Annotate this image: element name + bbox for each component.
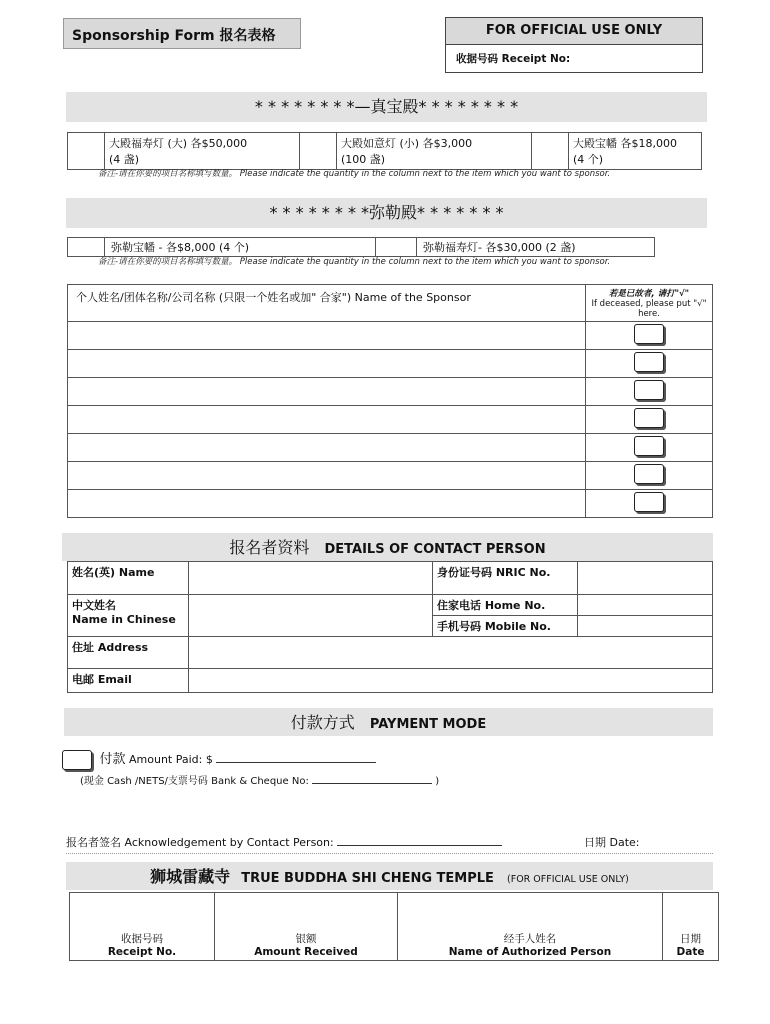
home-no-field[interactable] bbox=[578, 595, 713, 616]
hall2-title-bar bbox=[66, 198, 707, 228]
amount-paid-cn: 付款 bbox=[99, 752, 126, 767]
payment-title-bar bbox=[64, 708, 713, 736]
temple-title-cn: 狮城雷藏寺 bbox=[150, 867, 231, 886]
form-title: Sponsorship Form 报名表格 bbox=[72, 28, 276, 44]
official-use-box bbox=[445, 17, 703, 73]
hall1-items-table bbox=[67, 132, 702, 170]
sponsor-name-field[interactable] bbox=[68, 434, 586, 462]
email-field[interactable] bbox=[189, 669, 713, 693]
nric-label: 身份证号码 NRIC No. bbox=[433, 562, 578, 595]
deceased-checkbox[interactable] bbox=[634, 380, 664, 400]
hall2-qty-cell[interactable] bbox=[68, 238, 105, 257]
hall2-item: 弥勒宝幡 - 各$8,000 (4 个) bbox=[105, 238, 376, 257]
amount-paid-row bbox=[62, 748, 462, 770]
hall2-items-table bbox=[67, 237, 655, 257]
payment-title-cn: 付款方式 bbox=[290, 713, 355, 732]
deceased-header: 若是已故者, 请打"√" If deceased, please put "√" here. bbox=[586, 285, 713, 322]
signature-field[interactable] bbox=[337, 845, 502, 846]
sponsor-name-field[interactable] bbox=[68, 462, 586, 490]
home-no-label: 住家电话 Home No. bbox=[433, 595, 578, 616]
sponsor-name-field[interactable] bbox=[68, 490, 586, 518]
contact-title-cn: 报名者资料 bbox=[229, 538, 310, 557]
bank-row bbox=[80, 772, 540, 787]
mobile-no-label: 手机号码 Mobile No. bbox=[433, 616, 578, 637]
official-receipt-col: 收据号码 Receipt No. bbox=[70, 893, 215, 961]
sponsor-name-header: 个人姓名/团体名称/公司名称 (只限一个姓名或加" 合家") Name of the Sponsor bbox=[68, 285, 586, 322]
receipt-no-label: 收据号码 Receipt No: bbox=[456, 53, 571, 65]
chinese-name-label: 中文姓名 Name in Chinese bbox=[68, 595, 189, 637]
hall2-item: 弥勒福寿灯- 各$30,000 (2 盏) bbox=[417, 238, 655, 257]
hall1-qty-cell[interactable] bbox=[300, 133, 337, 170]
email-label: 电邮 Email bbox=[68, 669, 189, 693]
hall1-note: 备注-请在你要的项目名称填写数量。 Please indicate the quantity in the column next to the item which you want to sponsor. bbox=[98, 169, 611, 179]
name-field[interactable] bbox=[189, 562, 433, 595]
sponsor-name-field[interactable] bbox=[68, 406, 586, 434]
contact-title-en: DETAILS OF CONTACT PERSON bbox=[324, 542, 546, 557]
hall1-qty-cell[interactable] bbox=[532, 133, 569, 170]
amount-paid-checkbox[interactable] bbox=[62, 750, 92, 770]
deceased-checkbox[interactable] bbox=[634, 464, 664, 484]
hall1-item: 大殿如意灯 (小) 各$3,000 (100 盏) bbox=[337, 133, 532, 170]
hall2-note: 备注-请在你要的项目名称填写数量。 Please indicate the quantity in the column next to the item which you want to sponsor. bbox=[98, 257, 611, 267]
name-label: 姓名(英) Name bbox=[68, 562, 189, 595]
temple-official-table bbox=[69, 892, 719, 961]
sponsor-table bbox=[67, 284, 713, 518]
temple-title-en: TRUE BUDDHA SHI CHENG TEMPLE bbox=[241, 871, 494, 886]
amount-paid-field[interactable] bbox=[216, 762, 376, 763]
acknowledgement-row bbox=[66, 834, 666, 850]
sponsor-name-field[interactable] bbox=[68, 350, 586, 378]
temple-official-note: (FOR OFFICIAL USE ONLY) bbox=[507, 874, 629, 885]
ack-date-label: 日期 Date: bbox=[584, 836, 640, 849]
hall1-item: 大殿福寿灯 (大) 各$50,000 (4 盏) bbox=[105, 133, 300, 170]
amount-paid-label: Amount Paid: $ bbox=[129, 753, 213, 766]
chinese-name-field[interactable] bbox=[189, 595, 433, 637]
deceased-checkbox[interactable] bbox=[634, 352, 664, 372]
official-use-title: FOR OFFICIAL USE ONLY bbox=[446, 18, 702, 45]
hall2-qty-cell[interactable] bbox=[376, 238, 417, 257]
temple-title-bar bbox=[66, 862, 713, 890]
official-date-col: 日期 Date bbox=[663, 893, 719, 961]
sponsor-name-field[interactable] bbox=[68, 322, 586, 350]
form-title-box bbox=[63, 18, 301, 49]
bank-cheque-field[interactable] bbox=[312, 783, 432, 784]
address-field[interactable] bbox=[189, 637, 713, 669]
payment-title-en: PAYMENT MODE bbox=[369, 717, 487, 732]
deceased-checkbox[interactable] bbox=[634, 492, 664, 512]
nric-field[interactable] bbox=[578, 562, 713, 595]
bank-close-paren: ) bbox=[435, 776, 440, 787]
deceased-checkbox[interactable] bbox=[634, 408, 664, 428]
contact-title-bar bbox=[62, 533, 713, 561]
mobile-no-field[interactable] bbox=[578, 616, 713, 637]
sponsor-name-field[interactable] bbox=[68, 378, 586, 406]
bank-label: (现金 Cash /NETS/支票号码 Bank & Cheque No: bbox=[80, 776, 309, 787]
hall2-title: * * * * * * * *弥勒殿* * * * * * * bbox=[269, 203, 504, 222]
official-amount-col: 银额 Amount Received bbox=[215, 893, 398, 961]
address-label: 住址 Address bbox=[68, 637, 189, 669]
deceased-checkbox[interactable] bbox=[634, 436, 664, 456]
hall1-title-bar bbox=[66, 92, 707, 122]
hall1-title: * * * * * * * *—真宝殿* * * * * * * * bbox=[254, 97, 519, 116]
hall1-item: 大殿宝幡 各$18,000 (4 个) bbox=[569, 133, 702, 170]
divider bbox=[66, 853, 713, 854]
deceased-checkbox[interactable] bbox=[634, 324, 664, 344]
contact-table bbox=[67, 561, 713, 693]
official-authorized-col: 经手人姓名 Name of Authorized Person bbox=[398, 893, 663, 961]
acknowledgement-label: 报名者签名 Acknowledgement by Contact Person: bbox=[66, 836, 334, 849]
hall1-qty-cell[interactable] bbox=[68, 133, 105, 170]
